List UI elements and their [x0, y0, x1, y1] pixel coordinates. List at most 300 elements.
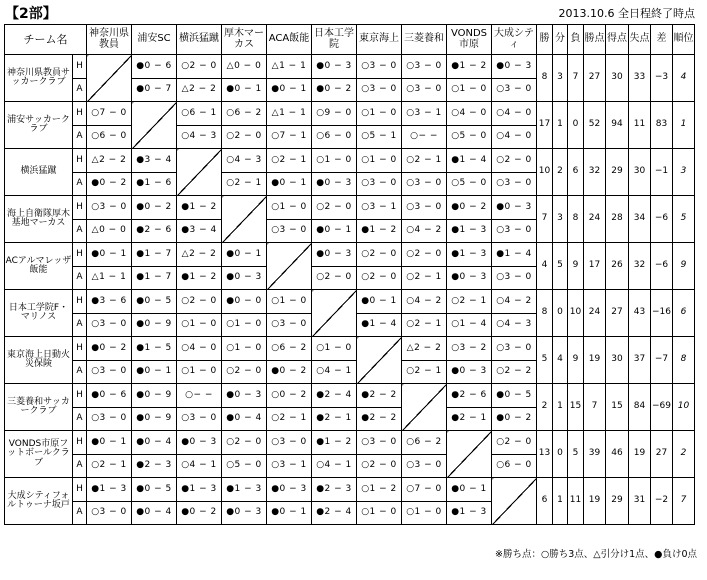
stat-cell: 46	[606, 431, 629, 478]
stat-cell: 2	[553, 149, 568, 196]
score-cell: ●0 − 1	[132, 360, 177, 384]
score-cell: ○1 − 0	[357, 102, 402, 126]
score-cell: ●0 − 1	[87, 431, 132, 455]
stat-cell: 19	[629, 431, 651, 478]
score-cell: ○7 − 1	[267, 125, 312, 149]
stat-cell: 4	[553, 337, 568, 384]
score-cell: ●0 − 1	[267, 172, 312, 196]
opponent-header: 神奈川県教員	[87, 25, 132, 55]
score-cell: ●0 − 2	[87, 337, 132, 361]
score-cell: ●2 − 2	[357, 407, 402, 431]
score-cell: ○2 − 0	[492, 431, 537, 455]
home-away-label: H	[73, 149, 87, 173]
table-row	[5, 196, 695, 220]
score-cell: ○3 − 0	[267, 313, 312, 337]
score-cell: ●2 − 6	[132, 219, 177, 243]
stat-cell: −7	[651, 337, 673, 384]
team-name: 東京海上日動火災保険	[5, 337, 73, 384]
score-cell: ○2 − 0	[222, 360, 267, 384]
score-cell: ●2 − 3	[132, 454, 177, 478]
opponent-header: 三菱養和	[402, 25, 447, 55]
score-cell: ○4 − 0	[492, 125, 537, 149]
team-name: 三菱養和サッカークラブ	[5, 384, 73, 431]
score-cell: ○3 − 2	[447, 337, 492, 361]
score-cell: ○2 − 2	[492, 360, 537, 384]
stat-cell: 27	[651, 431, 673, 478]
score-cell: ○6 − 0	[312, 125, 357, 149]
division-title: 【2部】	[5, 6, 57, 22]
rank-cell: 6	[673, 290, 695, 337]
score-cell: ○5 − 1	[357, 125, 402, 149]
team-name: 神奈川県教員サッカークラブ	[5, 55, 73, 102]
score-cell: ●0 − 1	[447, 478, 492, 502]
stat-cell: 7	[568, 55, 584, 102]
stat-header: 失点	[629, 25, 651, 55]
score-cell: △2 − 2	[177, 78, 222, 102]
stat-cell: 30	[629, 149, 651, 196]
score-cell: ○4 − 3	[492, 313, 537, 337]
score-cell: ●0 − 7	[132, 78, 177, 102]
score-cell: ○1 − 4	[447, 313, 492, 337]
rank-cell: 8	[673, 337, 695, 384]
opponent-header: 浦安SC	[132, 25, 177, 55]
opponent-header: ACA飯能	[267, 25, 312, 55]
team-name: 大成シティフォルトゥーナ坂戸	[5, 478, 73, 525]
score-cell: ○1 − 0	[267, 290, 312, 314]
score-cell: ○2 − 0	[312, 196, 357, 220]
score-cell: ○1 − 0	[402, 501, 447, 525]
score-cell: ○6 − 0	[492, 454, 537, 478]
opponent-header: 横浜猛蹴	[177, 25, 222, 55]
score-cell: ○2 − 1	[402, 149, 447, 173]
score-cell: ●1 − 3	[447, 219, 492, 243]
stat-cell: 32	[584, 149, 606, 196]
stat-cell: 5	[553, 243, 568, 290]
stat-cell: −2	[651, 478, 673, 525]
stat-cell: 34	[629, 196, 651, 243]
score-cell: ○4 − 3	[222, 149, 267, 173]
home-away-label: H	[73, 102, 87, 126]
score-cell: ○9 − 0	[312, 102, 357, 126]
team-name: 浦安サッカークラブ	[5, 102, 73, 149]
score-cell: ○3 − 0	[492, 219, 537, 243]
score-cell: ○1 − 0	[177, 360, 222, 384]
table-row	[5, 337, 695, 361]
self-match-cell	[87, 55, 132, 102]
score-cell: ○2 − 0	[312, 266, 357, 290]
stat-cell: −6	[651, 243, 673, 290]
score-cell: ●0 − 1	[267, 501, 312, 525]
rank-cell: 9	[673, 243, 695, 290]
opponent-header: 日本工学院	[312, 25, 357, 55]
score-cell: ○3 − 0	[357, 55, 402, 79]
stat-header: 負	[568, 25, 584, 55]
stat-header: 分	[553, 25, 568, 55]
score-cell: ○3 − 0	[267, 219, 312, 243]
self-match-cell	[132, 102, 177, 149]
score-cell: ●0 − 9	[132, 384, 177, 408]
score-cell: ●0 − 1	[267, 78, 312, 102]
score-cell: ○− −	[402, 125, 447, 149]
rank-cell: 7	[673, 478, 695, 525]
stat-cell: 26	[606, 243, 629, 290]
score-cell: ●0 − 2	[312, 78, 357, 102]
stat-cell: 10	[537, 149, 553, 196]
score-cell: ○3 − 0	[492, 78, 537, 102]
score-cell: ●0 − 3	[222, 501, 267, 525]
stat-cell: 31	[629, 478, 651, 525]
stat-cell: 3	[553, 55, 568, 102]
score-cell: ●0 − 1	[222, 243, 267, 267]
score-cell: ○3 − 0	[87, 407, 132, 431]
score-cell: ●0 − 3	[312, 172, 357, 196]
stat-cell: 5	[568, 431, 584, 478]
score-cell: ○4 − 0	[492, 102, 537, 126]
table-row	[5, 55, 695, 79]
score-cell: △2 − 2	[87, 149, 132, 173]
score-cell: ○1 − 0	[177, 313, 222, 337]
score-cell: ●0 − 2	[492, 407, 537, 431]
team-name: 海上自衛隊厚木基地マーカス	[5, 196, 73, 243]
stat-cell: 2	[537, 384, 553, 431]
score-cell: ●0 − 1	[312, 219, 357, 243]
score-cell: ○2 − 0	[222, 125, 267, 149]
opponent-header: VONDS市原	[447, 25, 492, 55]
score-cell: ○2 − 1	[267, 149, 312, 173]
home-away-label: H	[73, 196, 87, 220]
score-cell: ○3 − 0	[402, 78, 447, 102]
score-cell: ●0 − 2	[267, 360, 312, 384]
self-match-cell	[222, 196, 267, 243]
score-cell: ●0 − 3	[447, 266, 492, 290]
stat-cell: 9	[568, 337, 584, 384]
score-cell: ○6 − 2	[222, 102, 267, 126]
team-name: 日本工学院F・マリノス	[5, 290, 73, 337]
table-body	[5, 55, 695, 525]
self-match-cell	[312, 290, 357, 337]
score-cell: ○4 − 1	[177, 454, 222, 478]
score-cell: ○2 − 0	[177, 55, 222, 79]
stat-cell: 19	[584, 337, 606, 384]
score-cell: ○3 − 0	[492, 172, 537, 196]
points-note: ※勝ち点：○勝ち3点、△引分け1点、●負け0点	[495, 549, 697, 560]
score-cell: ○5 − 0	[447, 125, 492, 149]
score-cell: ●0 − 0	[222, 290, 267, 314]
score-cell: ●0 − 1	[357, 290, 402, 314]
stat-cell: 84	[629, 384, 651, 431]
home-away-label: H	[73, 290, 87, 314]
score-cell: ○3 − 0	[87, 313, 132, 337]
rank-cell: 4	[673, 55, 695, 102]
stat-cell: 1	[553, 384, 568, 431]
home-away-label: H	[73, 478, 87, 502]
score-cell: ○2 − 0	[222, 431, 267, 455]
score-cell: ●1 − 3	[177, 478, 222, 502]
home-away-label: H	[73, 431, 87, 455]
home-away-label: A	[73, 360, 87, 384]
stat-cell: 0	[553, 290, 568, 337]
stat-cell: 24	[584, 290, 606, 337]
home-away-label: A	[73, 172, 87, 196]
team-name-header: チーム名	[5, 25, 87, 55]
stat-cell: 27	[584, 55, 606, 102]
score-cell: ○2 − 1	[402, 313, 447, 337]
score-cell: ○2 − 1	[447, 290, 492, 314]
score-cell: ○2 − 0	[357, 243, 402, 267]
score-cell: ○3 − 1	[357, 196, 402, 220]
table-row	[5, 290, 695, 314]
stat-cell: 7	[537, 196, 553, 243]
home-away-label: H	[73, 55, 87, 79]
score-cell: ○2 − 1	[402, 360, 447, 384]
score-cell: ●0 − 4	[132, 431, 177, 455]
score-cell: △1 − 1	[267, 55, 312, 79]
stat-cell: 39	[584, 431, 606, 478]
stat-cell: 15	[568, 384, 584, 431]
home-away-label: A	[73, 78, 87, 102]
home-away-label: H	[73, 384, 87, 408]
score-cell: ○1 − 0	[312, 149, 357, 173]
stat-cell: 33	[629, 55, 651, 102]
score-cell: ○1 − 0	[357, 501, 402, 525]
score-cell: ●0 − 5	[132, 478, 177, 502]
stat-header: 順位	[673, 25, 695, 55]
table-row	[5, 243, 695, 267]
score-cell: ●0 − 3	[222, 266, 267, 290]
stat-cell: 32	[629, 243, 651, 290]
score-cell: ○1 − 2	[357, 478, 402, 502]
stat-cell: 1	[553, 102, 568, 149]
score-cell: ○− −	[177, 384, 222, 408]
stat-cell: 0	[553, 431, 568, 478]
score-cell: ○3 − 0	[87, 501, 132, 525]
score-cell: ○1 − 0	[222, 337, 267, 361]
stat-cell: 29	[606, 149, 629, 196]
score-cell: ○2 − 1	[267, 407, 312, 431]
score-cell: ●0 − 5	[132, 290, 177, 314]
score-cell: ○2 − 0	[357, 454, 402, 478]
score-cell: ●2 − 4	[312, 501, 357, 525]
score-cell: ○3 − 0	[357, 78, 402, 102]
score-cell: ○3 − 0	[402, 55, 447, 79]
score-cell: ●0 − 6	[87, 384, 132, 408]
stat-cell: −16	[651, 290, 673, 337]
table-row	[5, 102, 695, 126]
score-cell: ●1 − 2	[177, 196, 222, 220]
stat-cell: 0	[568, 102, 584, 149]
home-away-label: A	[73, 219, 87, 243]
score-cell: ○3 − 0	[492, 266, 537, 290]
stat-cell: 11	[629, 102, 651, 149]
score-cell: ●0 − 6	[132, 55, 177, 79]
stat-cell: 13	[537, 431, 553, 478]
table-row	[5, 478, 695, 502]
rank-cell: 3	[673, 149, 695, 196]
score-cell: ●0 − 9	[132, 407, 177, 431]
stat-cell: 17	[584, 243, 606, 290]
score-cell: ○3 − 0	[267, 431, 312, 455]
score-cell: ●2 − 4	[312, 384, 357, 408]
stat-cell: 83	[651, 102, 673, 149]
home-away-label: A	[73, 454, 87, 478]
score-cell: ●0 − 3	[267, 478, 312, 502]
self-match-cell	[447, 431, 492, 478]
stat-cell: 9	[568, 243, 584, 290]
score-cell: ●3 − 4	[177, 219, 222, 243]
home-away-label: H	[73, 243, 87, 267]
score-cell: ○0 − 2	[267, 384, 312, 408]
home-away-label: A	[73, 313, 87, 337]
score-cell: ○4 − 0	[177, 337, 222, 361]
score-cell: ●1 − 2	[177, 266, 222, 290]
score-cell: ○6 − 2	[402, 431, 447, 455]
score-cell: ○1 − 0	[312, 337, 357, 361]
stat-cell: 94	[606, 102, 629, 149]
score-cell: ●1 − 7	[132, 266, 177, 290]
score-cell: ●2 − 2	[357, 384, 402, 408]
stat-cell: −1	[651, 149, 673, 196]
score-cell: ○3 − 1	[402, 102, 447, 126]
team-name: ACアルマレッザ飯能	[5, 243, 73, 290]
score-cell: ●0 − 3	[492, 55, 537, 79]
score-cell: ●0 − 9	[132, 313, 177, 337]
score-cell: ●3 − 6	[87, 290, 132, 314]
score-cell: ●1 − 3	[447, 243, 492, 267]
stat-cell: 15	[606, 384, 629, 431]
stat-cell: 5	[537, 337, 553, 384]
home-away-label: A	[73, 266, 87, 290]
score-cell: ●1 − 2	[447, 55, 492, 79]
stat-cell: 37	[629, 337, 651, 384]
score-cell: ○3 − 0	[402, 172, 447, 196]
score-cell: ○5 − 0	[222, 454, 267, 478]
team-name: VONDS市原フットボールクラブ	[5, 431, 73, 478]
score-cell: ●0 − 4	[222, 407, 267, 431]
score-cell: ○3 − 0	[357, 172, 402, 196]
score-cell: ●0 − 2	[447, 196, 492, 220]
score-cell: ○2 − 0	[492, 149, 537, 173]
stat-cell: 30	[606, 55, 629, 102]
rank-cell: 5	[673, 196, 695, 243]
score-cell: ○1 − 0	[357, 149, 402, 173]
home-away-label: A	[73, 407, 87, 431]
stat-cell: 4	[537, 243, 553, 290]
stat-cell: 30	[606, 337, 629, 384]
score-cell: ●2 − 6	[447, 384, 492, 408]
score-cell: ○6 − 2	[267, 337, 312, 361]
stat-cell: 6	[537, 478, 553, 525]
stat-cell: −3	[651, 55, 673, 102]
score-cell: ○2 − 0	[177, 290, 222, 314]
score-cell: ○4 − 2	[402, 219, 447, 243]
score-cell: ●1 − 4	[357, 313, 402, 337]
score-cell: ●2 − 1	[312, 407, 357, 431]
score-cell: ●0 − 2	[87, 172, 132, 196]
stat-cell: 3	[553, 196, 568, 243]
score-cell: ○4 − 1	[312, 454, 357, 478]
score-cell: ○3 − 0	[177, 407, 222, 431]
score-cell: ●0 − 5	[492, 384, 537, 408]
score-cell: ○6 − 1	[177, 102, 222, 126]
stat-cell: 6	[568, 149, 584, 196]
score-cell: ○7 − 0	[87, 102, 132, 126]
score-cell: △2 − 2	[402, 337, 447, 361]
score-cell: ●1 − 6	[132, 172, 177, 196]
score-cell: △1 − 1	[267, 102, 312, 126]
rank-cell: 2	[673, 431, 695, 478]
score-cell: ○1 − 0	[267, 196, 312, 220]
date-status: 2013.10.6 全日程終了時点	[558, 7, 695, 20]
score-cell: △2 − 2	[177, 243, 222, 267]
stat-cell: 7	[584, 384, 606, 431]
score-cell: △0 − 0	[87, 219, 132, 243]
stat-header: 得点	[606, 25, 629, 55]
score-cell: ●0 − 2	[132, 196, 177, 220]
stat-cell: 10	[568, 290, 584, 337]
stat-cell: 8	[537, 290, 553, 337]
score-cell: ●1 − 3	[87, 478, 132, 502]
score-cell: ●0 − 3	[312, 55, 357, 79]
self-match-cell	[402, 384, 447, 431]
score-cell: ○6 − 0	[87, 125, 132, 149]
score-cell: ○2 − 1	[87, 454, 132, 478]
score-cell: ●0 − 3	[492, 196, 537, 220]
score-cell: ○4 − 3	[177, 125, 222, 149]
score-cell: ●0 − 4	[132, 501, 177, 525]
stat-header: 差	[651, 25, 673, 55]
score-cell: ○3 − 1	[267, 454, 312, 478]
self-match-cell	[357, 337, 402, 384]
score-cell: ●0 − 2	[177, 501, 222, 525]
score-cell: ○3 − 0	[492, 337, 537, 361]
self-match-cell	[177, 149, 222, 196]
stat-cell: 1	[553, 478, 568, 525]
score-cell: ○2 − 0	[402, 243, 447, 267]
score-cell: △1 − 1	[87, 266, 132, 290]
stat-cell: 52	[584, 102, 606, 149]
stat-cell: 8	[568, 196, 584, 243]
score-cell: ○3 − 0	[402, 196, 447, 220]
score-cell: ○7 − 0	[402, 478, 447, 502]
standings-table	[4, 24, 695, 525]
stat-header: 勝点	[584, 25, 606, 55]
score-cell: ●0 − 1	[222, 78, 267, 102]
opponent-header: 厚木マーカス	[222, 25, 267, 55]
stat-cell: −6	[651, 196, 673, 243]
stat-cell: 28	[606, 196, 629, 243]
table-row	[5, 431, 695, 455]
score-cell: ●1 − 7	[132, 243, 177, 267]
score-cell: ○3 − 0	[357, 431, 402, 455]
stat-cell: 17	[537, 102, 553, 149]
score-cell: ○3 − 0	[87, 360, 132, 384]
score-cell: ○4 − 0	[447, 102, 492, 126]
stat-cell: 29	[606, 478, 629, 525]
score-cell: ●1 − 2	[312, 431, 357, 455]
score-cell: ●0 − 1	[87, 243, 132, 267]
score-cell: ●0 − 3	[177, 431, 222, 455]
header-row	[5, 25, 695, 55]
score-cell: △0 − 0	[222, 55, 267, 79]
score-cell: ●1 − 5	[132, 337, 177, 361]
home-away-label: H	[73, 337, 87, 361]
score-cell: ○2 − 1	[222, 172, 267, 196]
score-cell: ●0 − 3	[222, 384, 267, 408]
score-cell: ○5 − 0	[447, 172, 492, 196]
table-row	[5, 384, 695, 408]
home-away-label: A	[73, 501, 87, 525]
score-cell: ○4 − 2	[402, 290, 447, 314]
